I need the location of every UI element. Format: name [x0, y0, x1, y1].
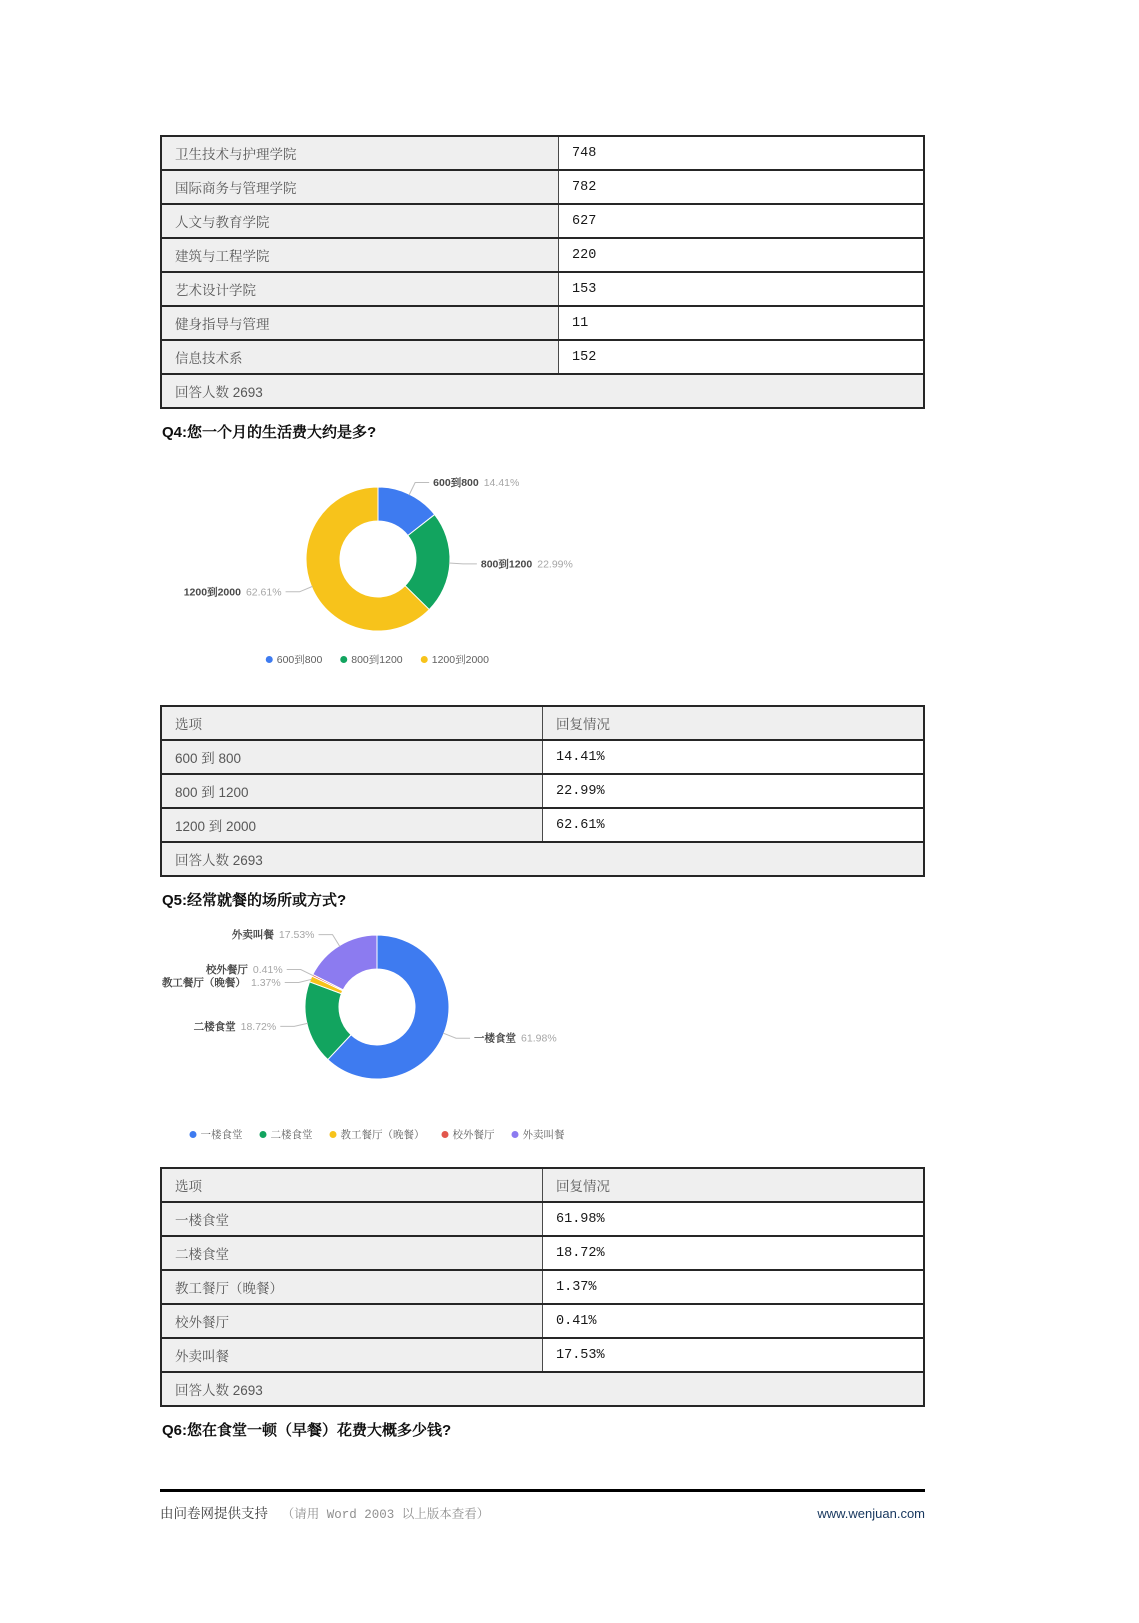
- slice-label-2: 教工餐厅（晚餐） 1.37%: [161, 977, 281, 990]
- slice-label-1: 二楼食堂 18.72%: [193, 1020, 277, 1033]
- table-row: [161, 808, 924, 842]
- table-row: [161, 1338, 924, 1372]
- option-cell: 人文与教育学院: [161, 204, 559, 238]
- legend-item-0: [266, 653, 323, 666]
- college-response-table: [160, 135, 925, 409]
- table-row: [161, 1304, 924, 1338]
- table-header-row: [161, 706, 924, 740]
- option-cell: 600 到 800: [161, 740, 543, 774]
- option-cell: 信息技术系: [161, 340, 559, 374]
- respondent-count-cell: 回答人数 2693: [161, 842, 924, 876]
- option-cell: 外卖叫餐: [161, 1338, 543, 1372]
- svg-text:二楼食堂: 二楼食堂: [270, 1129, 313, 1141]
- table-row: [161, 774, 924, 808]
- footer-site-link[interactable]: www.wenjuan.com: [817, 1506, 925, 1521]
- legend-item-0: [190, 1128, 243, 1141]
- slice-label-3: 校外餐厅 0.41%: [205, 964, 283, 977]
- value-cell: 748: [559, 136, 925, 170]
- table-row: [161, 272, 924, 306]
- svg-text:一楼食堂: 一楼食堂: [200, 1129, 243, 1141]
- svg-text:600到800: 600到800: [276, 654, 323, 666]
- footer-provider-text: [160, 1502, 489, 1522]
- value-cell: 11: [559, 306, 925, 340]
- header-cell-option: 选项: [161, 706, 543, 740]
- table-total-row: [161, 842, 924, 876]
- question-q6-title: Q6:您在食堂一顿（早餐）花费大概多少钱?: [162, 1422, 452, 1439]
- table-row: [161, 740, 924, 774]
- value-cell: 627: [559, 204, 925, 238]
- option-cell: 校外餐厅: [161, 1304, 543, 1338]
- table-row: [161, 306, 924, 340]
- question-q4-title: Q4:您一个月的生活费大约是多?: [162, 424, 377, 441]
- label-leader-line: [285, 979, 312, 982]
- legend-item-4: [512, 1128, 565, 1141]
- legend-item-3: [442, 1128, 495, 1141]
- value-cell: 0.41%: [543, 1304, 925, 1338]
- legend-item-2: [421, 653, 489, 666]
- svg-text:1200到2000: 1200到2000: [431, 654, 489, 666]
- slice-label-0: 一楼食堂 61.98%: [474, 1032, 557, 1045]
- footer-provider-label: 由问卷网提供支持: [160, 1506, 268, 1521]
- value-cell: 17.53%: [543, 1338, 925, 1372]
- label-leader-line: [280, 1023, 308, 1026]
- option-cell: 卫生技术与护理学院: [161, 136, 559, 170]
- svg-text:外卖叫餐: 外卖叫餐: [522, 1129, 565, 1141]
- table-row: [161, 1202, 924, 1236]
- header-cell-option: 选项: [161, 1168, 543, 1202]
- question-q5-title: Q5:经常就餐的场所或方式?: [162, 892, 347, 909]
- svg-text:800到1200: 800到1200: [351, 654, 403, 666]
- table-row: [161, 1270, 924, 1304]
- legend-item-1: [260, 1128, 313, 1141]
- svg-text:教工餐厅（晚餐）: 教工餐厅（晚餐）: [340, 1129, 425, 1141]
- legend-item-1: [340, 653, 403, 666]
- legend-item-2: [330, 1128, 425, 1141]
- svg-text:校外餐厅: 校外餐厅: [452, 1129, 495, 1141]
- q4-donut-chart: [160, 447, 925, 699]
- value-cell: 782: [559, 170, 925, 204]
- label-leader-line: [443, 1033, 470, 1038]
- value-cell: 22.99%: [543, 774, 925, 808]
- page-footer: [160, 1489, 925, 1522]
- q5-response-table: [160, 1167, 925, 1407]
- respondent-count-cell: 回答人数 2693: [161, 374, 924, 408]
- label-leader-line: [409, 483, 429, 496]
- value-cell: 153: [559, 272, 925, 306]
- table-total-row: [161, 1372, 924, 1406]
- label-leader-line: [286, 586, 313, 591]
- option-cell: 二楼食堂: [161, 1236, 543, 1270]
- page-content: [160, 0, 925, 1442]
- table-row: [161, 204, 924, 238]
- slice-label-1: 800到1200 22.99%: [480, 558, 573, 571]
- q5-donut-chart: [160, 915, 925, 1167]
- slice-label-0: 600到800 14.41%: [433, 477, 520, 490]
- option-cell: 健身指导与管理: [161, 306, 559, 340]
- q4-response-table: [160, 705, 925, 877]
- value-cell: 152: [559, 340, 925, 374]
- table-total-row: [161, 374, 924, 408]
- option-cell: 800 到 1200: [161, 774, 543, 808]
- label-leader-line: [287, 970, 314, 976]
- option-cell: 建筑与工程学院: [161, 238, 559, 272]
- table-row: [161, 170, 924, 204]
- option-cell: 教工餐厅（晚餐）: [161, 1270, 543, 1304]
- option-cell: 艺术设计学院: [161, 272, 559, 306]
- label-leader-line: [449, 563, 477, 564]
- table-row: [161, 1236, 924, 1270]
- footer-word-version-note: （请用 Word 2003 以上版本查看）: [281, 1508, 490, 1522]
- option-cell: 一楼食堂: [161, 1202, 543, 1236]
- table-header-row: [161, 1168, 924, 1202]
- header-cell-response: 回复情况: [543, 1168, 925, 1202]
- value-cell: 18.72%: [543, 1236, 925, 1270]
- value-cell: 61.98%: [543, 1202, 925, 1236]
- option-cell: 1200 到 2000: [161, 808, 543, 842]
- value-cell: 1.37%: [543, 1270, 925, 1304]
- table-row: [161, 238, 924, 272]
- respondent-count-cell: 回答人数 2693: [161, 1372, 924, 1406]
- option-cell: 国际商务与管理学院: [161, 170, 559, 204]
- table-row: [161, 340, 924, 374]
- header-cell-response: 回复情况: [543, 706, 925, 740]
- value-cell: 220: [559, 238, 925, 272]
- table-row: [161, 136, 924, 170]
- value-cell: 62.61%: [543, 808, 925, 842]
- slice-label-2: 1200到2000 62.61%: [183, 586, 282, 599]
- label-leader-line: [319, 935, 340, 947]
- value-cell: 14.41%: [543, 740, 925, 774]
- slice-label-4: 外卖叫餐 17.53%: [231, 929, 315, 942]
